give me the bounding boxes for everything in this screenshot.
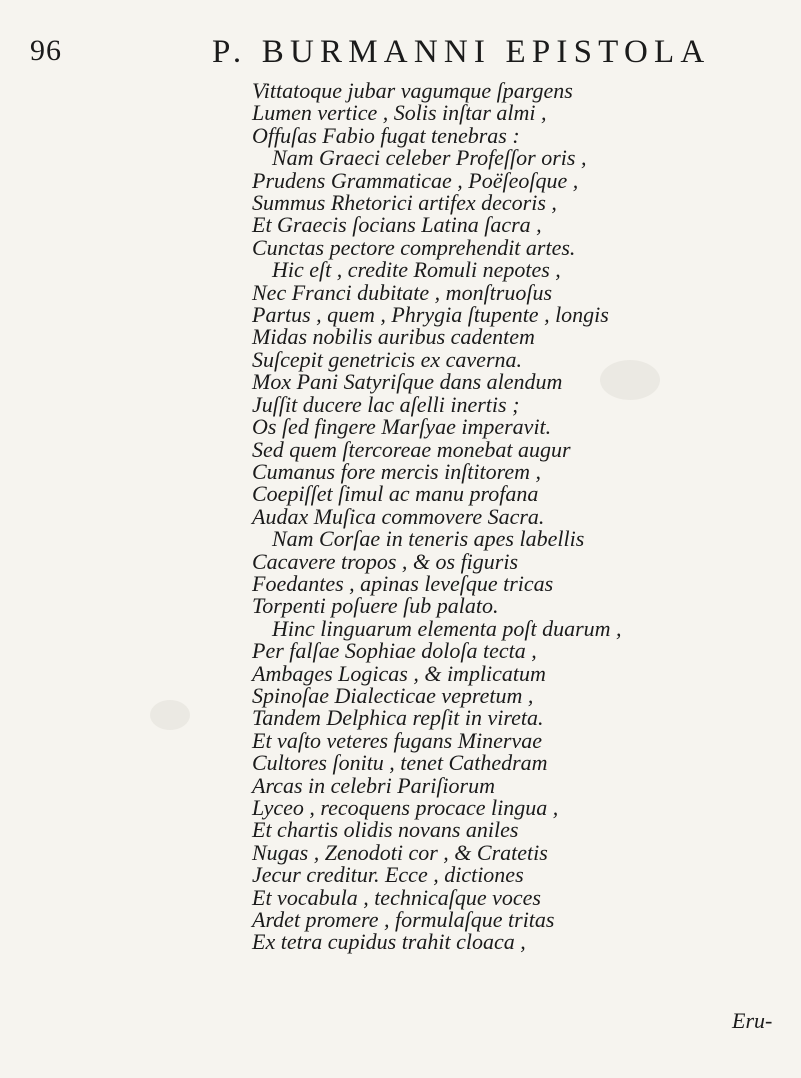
page-header [0, 34, 801, 74]
verse-line: Hic eſt , credite Romuli nepotes , [272, 257, 561, 283]
verse-line: Juſſit ducere lac aſelli inertis ; [252, 391, 520, 417]
verse-line: Sed quem ſtercoreae monebat augur [252, 436, 571, 462]
verse-line: Audax Muſica commovere Sacra. [252, 503, 545, 529]
verse-line: Coepiſſet ſimul ac manu profana [252, 481, 539, 507]
poem-verse [252, 80, 772, 954]
verse-line: Per falſae Sophiae doloſa tecta , [252, 638, 537, 664]
verse-line: Cunctas pectore comprehendit artes. [252, 234, 576, 260]
verse-line: Torpenti poſuere ſub palato. [252, 593, 499, 619]
verse-line: Et vaſto veteres fugans Minervae [252, 727, 542, 753]
verse-line: Ex tetra cupidus trahit cloaca , [252, 929, 526, 955]
verse-line: Partus , quem , Phrygia ſtupente , longis [252, 302, 609, 328]
page-number: 96 [30, 34, 62, 67]
verse-line: Et chartis olidis novans aniles [252, 817, 519, 843]
verse-line: Prudens Grammaticae , Poëſeoſque , [252, 167, 579, 193]
verse-line: Cultores ſonitu , tenet Cathedram [252, 750, 548, 776]
verse-line: Midas nobilis auribus cadentem [252, 324, 535, 350]
verse-line: Et Graecis ſocians Latina ſacra , [252, 212, 542, 238]
verse-line: Cumanus fore mercis inſtitorem , [252, 458, 542, 484]
verse-line: Summus Rhetorici artifex decoris , [252, 190, 557, 216]
verse-line: Ardet promere , formulaſque tritas [252, 907, 555, 933]
verse-line: Mox Pani Satyriſque dans alendum [252, 369, 563, 395]
verse-line: Tandem Delphica repſit in vireta. [252, 705, 544, 731]
verse-line: Lyceo , recoquens procace lingua , [252, 795, 559, 820]
running-title: P. BURMANNI EPISTOLA [212, 34, 711, 70]
verse-line: Nec Franci dubitate , monſtruoſus [252, 279, 553, 305]
verse-line: Arcas in celebri Pariſiorum [252, 772, 495, 798]
verse-line: Suſcepit genetricis ex caverna. [252, 346, 523, 372]
verse-line: Ambages Logicas , & implicatum [252, 660, 546, 686]
verse-line: Nam Graeci celeber Profeſſor oris , [272, 145, 587, 171]
verse-line: Offuſas Fabio fugat tenebras : [252, 122, 520, 148]
verse-line: Os ſed fingere Marſyae imperavit. [252, 414, 552, 440]
verse-line: Cacavere tropos , & os figuris [252, 548, 519, 574]
verse-line: Spinoſae Dialecticae vepretum , [252, 682, 534, 708]
verse-line: Vittatoque jubar vagumque ſpargens [252, 78, 573, 103]
verse-line: Et vocabula , technicaſque voces [252, 884, 541, 910]
paper-stain [150, 700, 190, 730]
verse-line: Hinc linguarum elementa poſt duarum , [272, 615, 622, 641]
catchword: Eru- [732, 1008, 773, 1033]
verse-line: Foedantes , apinas leveſque tricas [252, 570, 554, 596]
verse-line: Lumen vertice , Solis inſtar almi , [252, 100, 547, 126]
verse-line: Nam Corſae in teneris apes labellis [272, 526, 585, 552]
verse-line: Jecur creditur. Ecce , dictiones [252, 862, 524, 888]
verse-line: Nugas , Zenodoti cor , & Cratetis [252, 839, 548, 865]
